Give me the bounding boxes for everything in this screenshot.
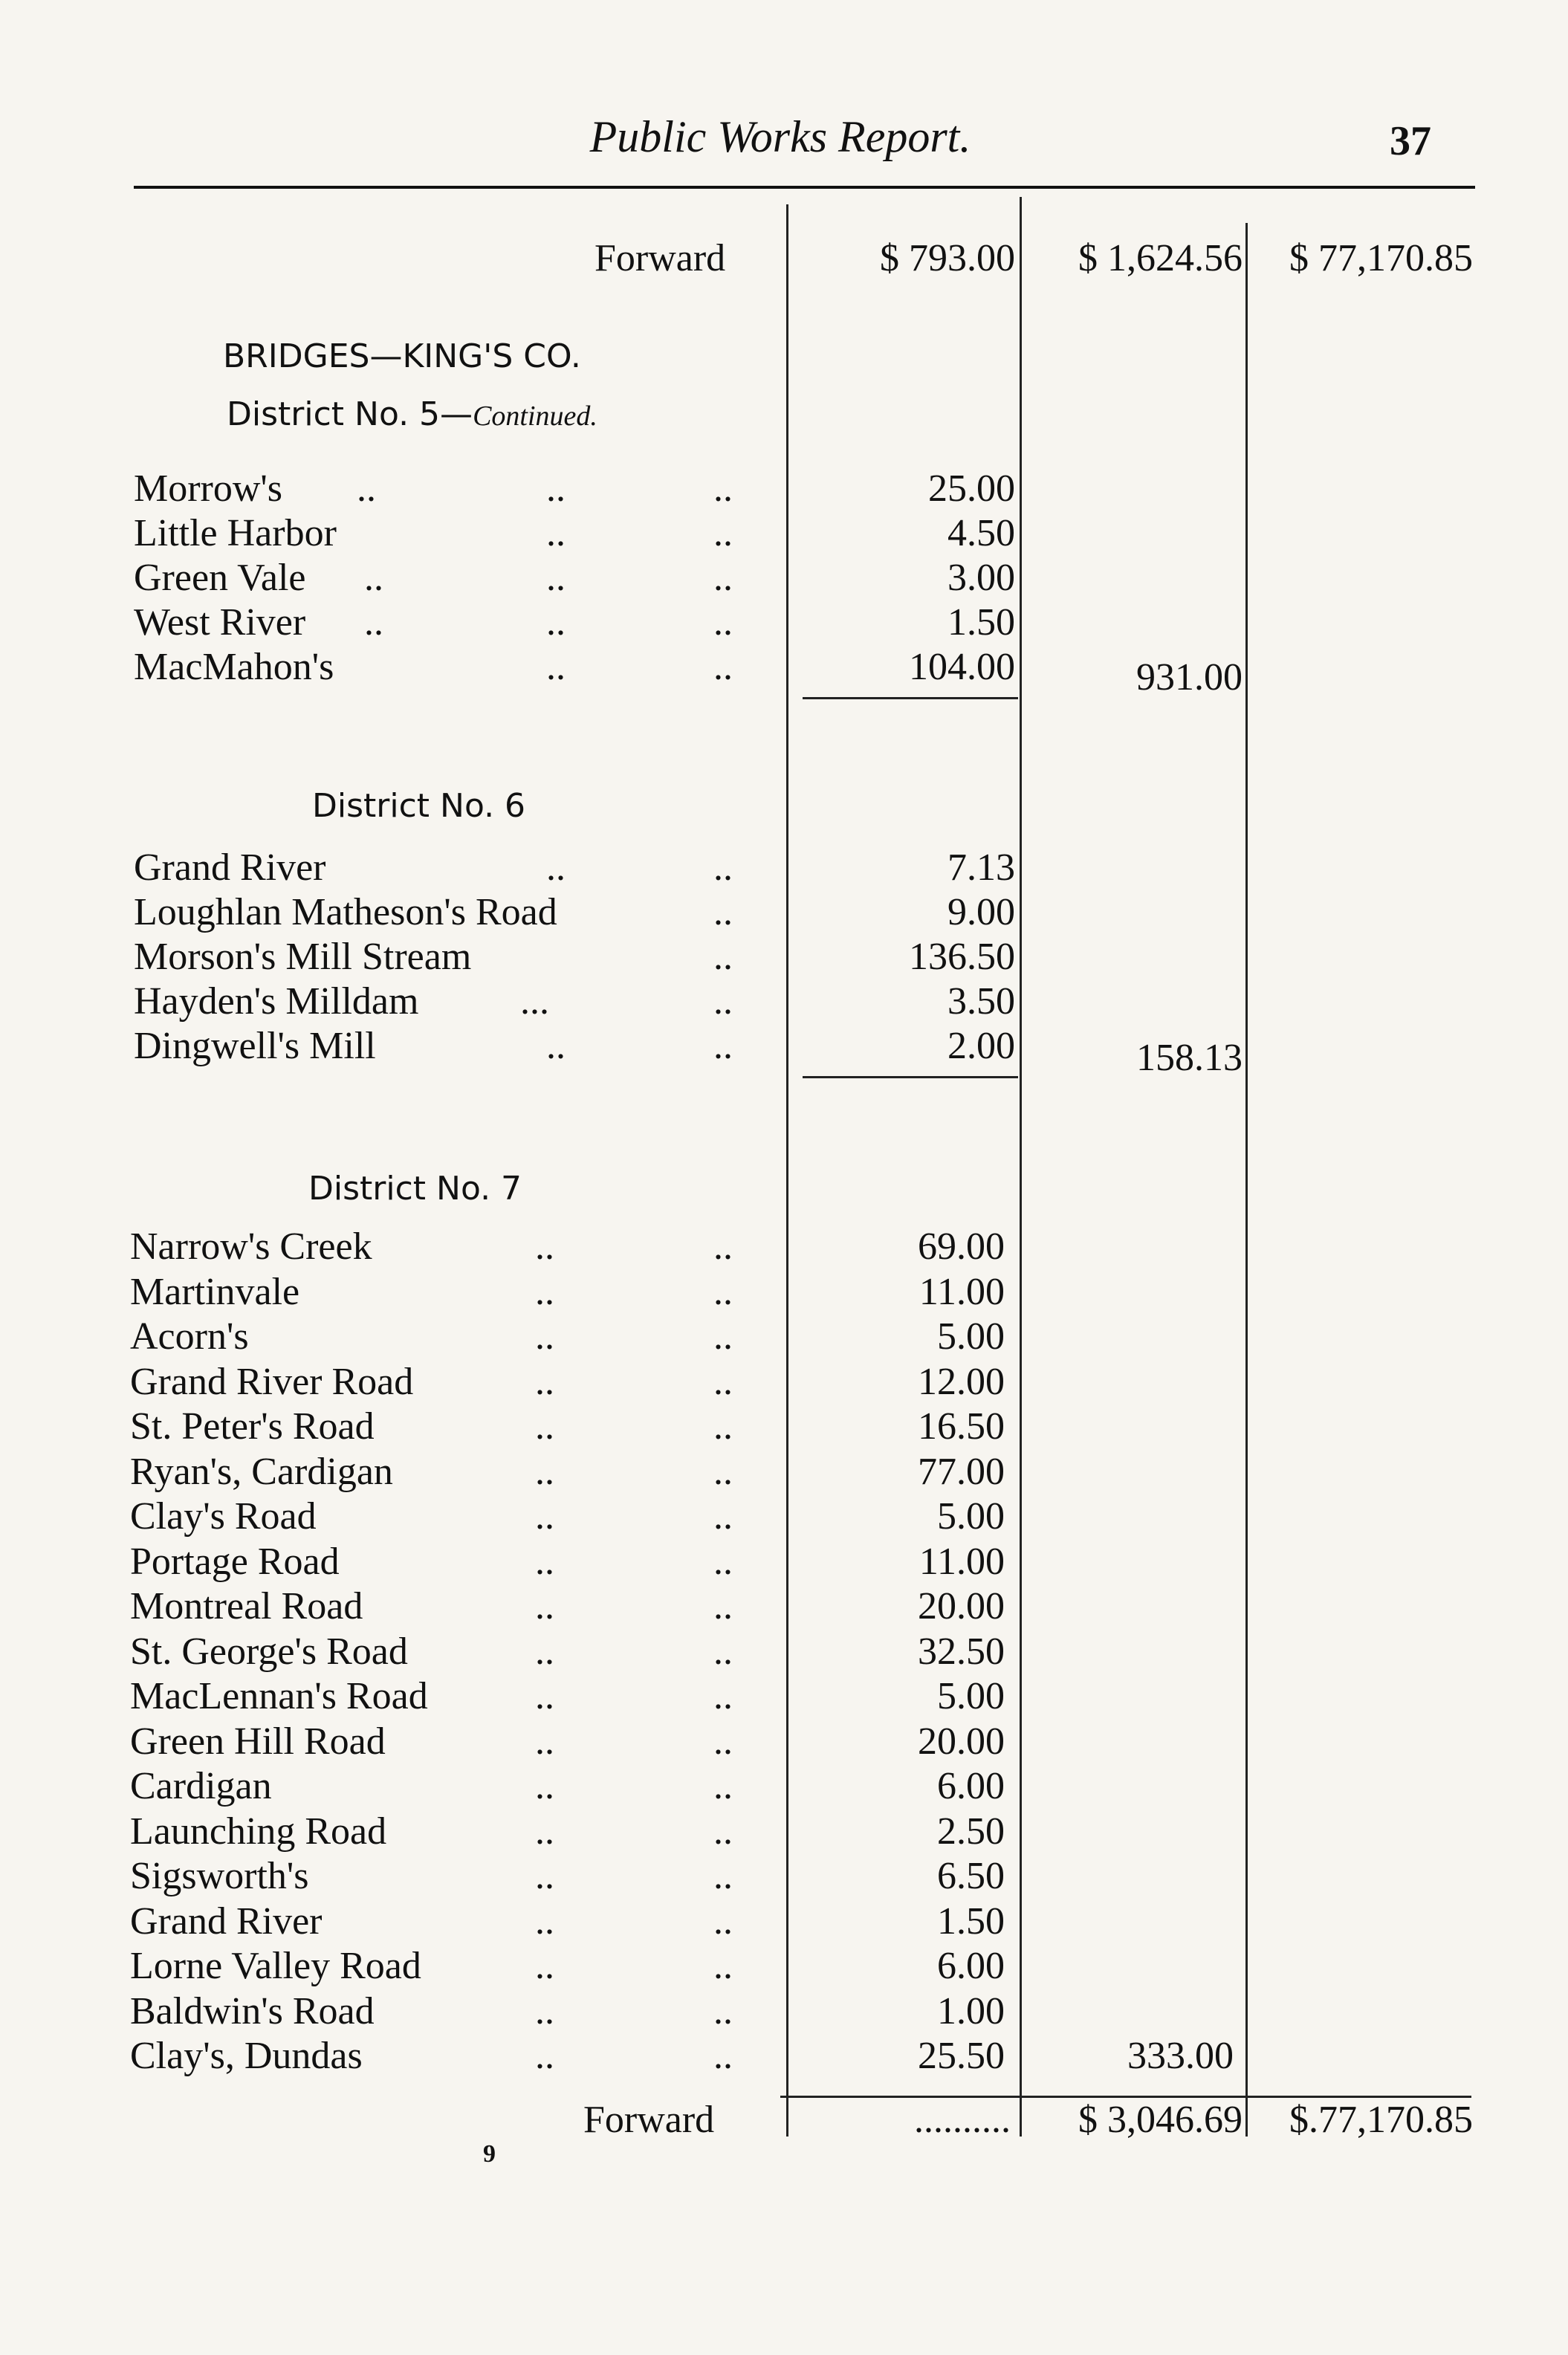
d7-item-5-leader: ..: [535, 1405, 554, 1448]
d5-item-5-leader-2: ..: [713, 646, 733, 688]
d7-item-5-amount: 16.50: [918, 1405, 1005, 1448]
forward-label-top: Forward: [595, 237, 726, 279]
d7-item-7-leader-2: ..: [713, 1495, 733, 1538]
d7-item-7-name: Clay's Road: [130, 1495, 317, 1538]
d7-item-18-leader-2: ..: [713, 1990, 733, 2032]
d7-item-16-leader: ..: [535, 1900, 554, 1943]
page-number: 37: [1390, 118, 1431, 164]
page-title: Public Works Report.: [589, 112, 971, 161]
d7-item-1-leader: ..: [535, 1225, 554, 1268]
d7-item-15-amount: 6.50: [937, 1855, 1005, 1897]
d7-item-11-name: MacLennan's Road: [130, 1675, 428, 1717]
d6-item-1-leader: ..: [546, 846, 566, 889]
d5-item-1-name: Morrow's: [134, 467, 283, 510]
d7-item-5-leader-2: ..: [713, 1405, 733, 1448]
forward-label-bottom: Forward: [583, 2099, 715, 2141]
d7-item-13-amount: 6.00: [937, 1765, 1005, 1807]
d6-item-4-amount: 3.50: [947, 980, 1015, 1023]
d5-item-2-leader-2: ..: [713, 512, 733, 554]
d5-total: 931.00: [1136, 656, 1243, 699]
d7-item-19-name: Clay's, Dundas: [130, 2035, 363, 2077]
d7-item-9-leader: ..: [535, 1585, 554, 1627]
d7-item-17-leader: ..: [535, 1945, 554, 1987]
forward-top-col1: $ 793.00: [880, 237, 1015, 279]
d7-item-4-leader-2: ..: [713, 1361, 733, 1403]
d5-item-1-amount: 25.00: [928, 467, 1015, 510]
header-rule-right: [520, 186, 1475, 189]
d7-item-1-leader-2: ..: [713, 1225, 733, 1268]
column-divider-3: [1245, 223, 1248, 2137]
d7-item-17-name: Lorne Valley Road: [130, 1945, 421, 1987]
d7-item-12-name: Green Hill Road: [130, 1720, 386, 1763]
d5-item-1-leader-3: ..: [713, 467, 733, 510]
d6-total: 158.13: [1136, 1037, 1243, 1079]
d5-item-4-amount: 1.50: [947, 601, 1015, 644]
d7-item-6-leader-2: ..: [713, 1451, 733, 1493]
d6-item-3-leader: ..: [713, 936, 733, 978]
d7-item-19-leader: ..: [535, 2035, 554, 2077]
d7-item-11-amount: 5.00: [937, 1675, 1005, 1717]
district-5-heading-text: District No. 5—: [227, 395, 473, 433]
d5-item-2-leader: ..: [546, 512, 566, 554]
d5-item-2-amount: 4.50: [947, 512, 1015, 554]
d6-item-2-amount: 9.00: [947, 891, 1015, 933]
d7-item-19-leader-2: ..: [713, 2035, 733, 2077]
d5-item-3-leader: ..: [364, 557, 383, 599]
d5-item-4-leader: ..: [364, 601, 383, 644]
d7-item-15-leader-2: ..: [713, 1855, 733, 1897]
d6-item-3-name: Morson's Mill Stream: [134, 936, 472, 978]
district-7-heading: District No. 7: [308, 1170, 522, 1208]
d7-item-10-leader: ..: [535, 1630, 554, 1673]
d7-item-15-leader: ..: [535, 1855, 554, 1897]
d7-item-18-leader: ..: [535, 1990, 554, 2032]
d7-item-11-leader: ..: [535, 1675, 554, 1717]
d5-subtotal-rule: [803, 697, 1018, 699]
column-divider-1: [786, 204, 788, 2137]
d7-item-8-leader: ..: [535, 1541, 554, 1583]
d7-item-10-leader-2: ..: [713, 1630, 733, 1673]
d5-item-4-leader-3: ..: [713, 601, 733, 644]
d5-item-3-amount: 3.00: [947, 557, 1015, 599]
d7-item-15-name: Sigsworth's: [130, 1855, 309, 1897]
forward-top-col2: $ 1,624.56: [1078, 237, 1243, 279]
d6-item-5-amount: 2.00: [947, 1025, 1015, 1067]
d7-item-17-leader-2: ..: [713, 1945, 733, 1987]
column-divider-2: [1020, 197, 1022, 2137]
d7-item-13-leader: ..: [535, 1765, 554, 1807]
d5-item-5-name: MacMahon's: [134, 646, 334, 688]
signature-mark: 9: [483, 2140, 496, 2168]
d7-item-2-name: Martinvale: [130, 1271, 300, 1313]
d5-item-4-name: West River: [134, 601, 306, 644]
d7-item-2-leader-2: ..: [713, 1271, 733, 1313]
d5-item-2-name: Little Harbor: [134, 512, 337, 554]
forward-bottom-col1: ..........: [914, 2099, 1011, 2141]
d7-item-19-amount: 25.50: [918, 2035, 1005, 2077]
d7-item-8-amount: 11.00: [919, 1541, 1005, 1583]
d7-item-3-leader-2: ..: [713, 1315, 733, 1358]
d5-item-3-leader-3: ..: [713, 557, 733, 599]
d6-subtotal-rule: [803, 1076, 1018, 1078]
d7-item-8-leader-2: ..: [713, 1541, 733, 1583]
d7-item-2-leader: ..: [535, 1271, 554, 1313]
d7-item-7-amount: 5.00: [937, 1495, 1005, 1538]
d7-item-16-amount: 1.50: [937, 1900, 1005, 1943]
district-5-heading: [227, 392, 597, 438]
d7-item-3-leader: ..: [535, 1315, 554, 1358]
d7-item-14-amount: 2.50: [937, 1810, 1005, 1853]
d7-item-12-leader: ..: [535, 1720, 554, 1763]
d5-item-3-leader-2: ..: [546, 557, 566, 599]
d7-item-6-amount: 77.00: [918, 1451, 1005, 1493]
d5-item-1-leader-2: ..: [546, 467, 566, 510]
d7-item-8-name: Portage Road: [130, 1541, 340, 1583]
d7-item-3-amount: 5.00: [937, 1315, 1005, 1358]
d7-item-7-leader: ..: [535, 1495, 554, 1538]
d6-item-4-leader-2: ..: [713, 980, 733, 1023]
d7-item-10-name: St. George's Road: [130, 1630, 408, 1673]
d7-item-9-leader-2: ..: [713, 1585, 733, 1627]
d7-item-3-name: Acorn's: [130, 1315, 249, 1358]
header-rule-left: [134, 186, 520, 189]
d6-item-4-leader: ...: [520, 980, 549, 1023]
district-6-heading: District No. 6: [312, 787, 526, 825]
d7-item-14-name: Launching Road: [130, 1810, 387, 1853]
d7-item-12-leader-2: ..: [713, 1720, 733, 1763]
section-title: BRIDGES—KING'S CO.: [223, 337, 581, 375]
d7-item-14-leader: ..: [535, 1810, 554, 1853]
d7-item-6-name: Ryan's, Cardigan: [130, 1451, 393, 1493]
forward-bottom-col3: $.77,170.85: [1289, 2099, 1473, 2141]
d7-item-5-name: St. Peter's Road: [130, 1405, 375, 1448]
d5-item-5-amount: 104.00: [909, 646, 1015, 688]
d7-item-12-amount: 20.00: [918, 1720, 1005, 1763]
d7-item-6-leader: ..: [535, 1451, 554, 1493]
d7-item-4-leader: ..: [535, 1361, 554, 1403]
d5-item-4-leader-2: ..: [546, 601, 566, 644]
d5-item-5-leader: ..: [546, 646, 566, 688]
d7-item-1-amount: 69.00: [918, 1225, 1005, 1268]
d6-item-5-name: Dingwell's Mill: [134, 1025, 376, 1067]
d7-item-18-name: Baldwin's Road: [130, 1990, 375, 2032]
d7-item-9-amount: 20.00: [918, 1585, 1005, 1627]
d7-item-10-amount: 32.50: [918, 1630, 1005, 1673]
d6-item-1-amount: 7.13: [947, 846, 1015, 889]
district-5-continued: Continued.: [473, 401, 597, 432]
d7-item-9-name: Montreal Road: [130, 1585, 363, 1627]
d7-item-14-leader-2: ..: [713, 1810, 733, 1853]
d7-total: 333.00: [1127, 2035, 1234, 2077]
d5-item-3-name: Green Vale: [134, 557, 306, 599]
d7-item-17-amount: 6.00: [937, 1945, 1005, 1987]
d7-item-2-amount: 11.00: [919, 1271, 1005, 1313]
d6-item-2-name: Loughlan Matheson's Road: [134, 891, 557, 933]
d7-item-16-leader-2: ..: [713, 1900, 733, 1943]
d6-item-5-leader: ..: [546, 1025, 566, 1067]
forward-top-col3: $ 77,170.85: [1289, 237, 1473, 279]
d7-item-13-name: Cardigan: [130, 1765, 272, 1807]
d7-item-4-name: Grand River Road: [130, 1361, 414, 1403]
d7-item-11-leader-2: ..: [713, 1675, 733, 1717]
d6-item-5-leader-2: ..: [713, 1025, 733, 1067]
d6-item-1-name: Grand River: [134, 846, 326, 889]
d7-item-1-name: Narrow's Creek: [130, 1225, 372, 1268]
d6-item-4-name: Hayden's Milldam: [134, 980, 419, 1023]
d6-item-3-amount: 136.50: [909, 936, 1015, 978]
d5-item-1-leader: ..: [357, 467, 376, 510]
d7-item-4-amount: 12.00: [918, 1361, 1005, 1403]
d6-item-2-leader: ..: [713, 891, 733, 933]
d6-item-1-leader-2: ..: [713, 846, 733, 889]
d7-item-18-amount: 1.00: [937, 1990, 1005, 2032]
forward-bottom-col2: $ 3,046.69: [1078, 2099, 1243, 2141]
d7-item-13-leader-2: ..: [713, 1765, 733, 1807]
d7-item-16-name: Grand River: [130, 1900, 323, 1943]
